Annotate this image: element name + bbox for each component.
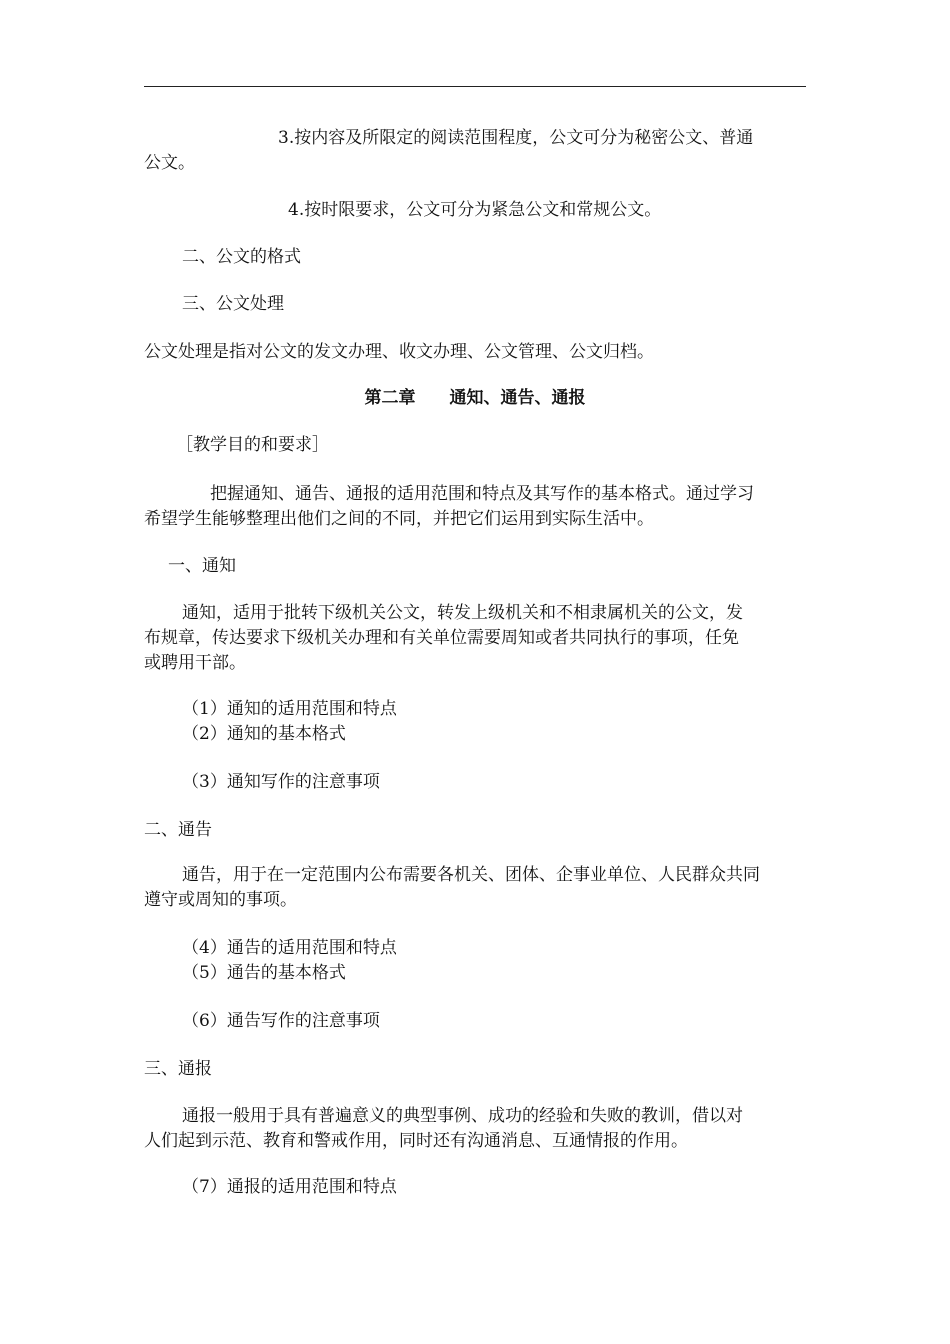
item-3-line-1: 3.按内容及所限定的阅读范围程度，公文可分为秘密公文、普通 bbox=[278, 128, 754, 148]
notice-body-line-1: 通知，适用于批转下级机关公文，转发上级机关和不相隶属机关的公文，发 bbox=[182, 603, 743, 623]
item-3-line-2: 公文。 bbox=[144, 153, 195, 173]
announcement-heading: 二、通告 bbox=[144, 820, 212, 840]
goals-line-2: 希望学生能够整理出他们之间的不同，并把它们运用到实际生活中。 bbox=[144, 509, 654, 529]
announcement-body-line-1: 通告，用于在一定范围内公布需要各机关、团体、企事业单位、人民群众共同 bbox=[182, 865, 760, 885]
header-rule bbox=[144, 86, 806, 87]
bulletin-body-line-1: 通报一般用于具有普遍意义的典型事例、成功的经验和失败的教训，借以对 bbox=[182, 1106, 743, 1126]
notice-body-line-3: 或聘用干部。 bbox=[144, 653, 246, 673]
announcement-body-line-2: 遵守或周知的事项。 bbox=[144, 890, 297, 910]
list-item-5: （5）通告的基本格式 bbox=[182, 963, 346, 983]
item-4: 4.按时限要求，公文可分为紧急公文和常规公文。 bbox=[288, 200, 662, 220]
list-item-7: （7）通报的适用范围和特点 bbox=[182, 1177, 397, 1197]
notice-heading: 一、通知 bbox=[168, 556, 236, 576]
processing-body: 公文处理是指对公文的发文办理、收文办理、公文管理、公文归档。 bbox=[144, 342, 654, 362]
goals-line-1: 把握通知、通告、通报的适用范围和特点及其写作的基本格式。通过学习 bbox=[210, 484, 754, 504]
notice-body-line-2: 布规章，传达要求下级机关办理和有关单位需要周知或者共同执行的事项，任免 bbox=[144, 628, 739, 648]
bulletin-body-line-2: 人们起到示范、教育和警戒作用，同时还有沟通消息、互通情报的作用。 bbox=[144, 1131, 688, 1151]
section-heading-format: 二、公文的格式 bbox=[182, 247, 301, 267]
list-item-4: （4）通告的适用范围和特点 bbox=[182, 938, 397, 958]
chapter-title: 第二章 通知、通告、通报 bbox=[364, 388, 586, 408]
goals-heading: ［教学目的和要求］ bbox=[176, 435, 329, 455]
section-heading-processing: 三、公文处理 bbox=[182, 294, 284, 314]
bulletin-heading: 三、通报 bbox=[144, 1059, 212, 1079]
list-item-1: （1）通知的适用范围和特点 bbox=[182, 699, 397, 719]
list-item-6: （6）通告写作的注意事项 bbox=[182, 1011, 380, 1031]
list-item-3: （3）通知写作的注意事项 bbox=[182, 772, 380, 792]
list-item-2: （2）通知的基本格式 bbox=[182, 724, 346, 744]
